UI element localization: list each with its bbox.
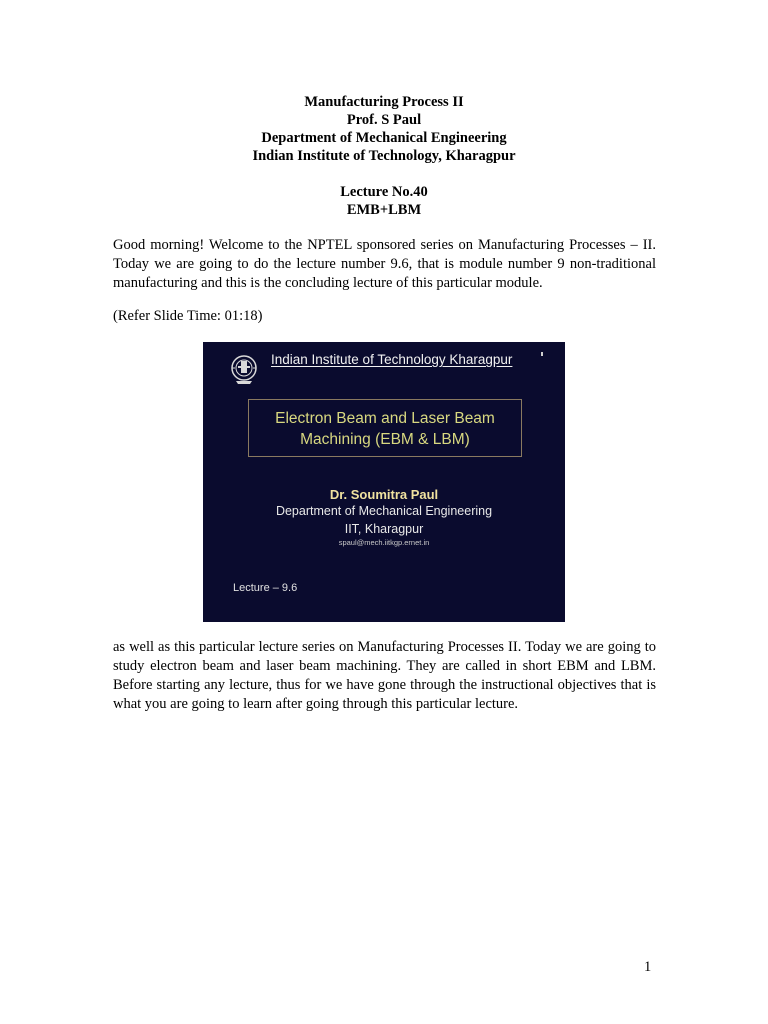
department-name: Department of Mechanical Engineering: [261, 130, 507, 146]
slide-title-box: [248, 399, 522, 457]
professor-name: Prof. S Paul: [346, 112, 422, 128]
slide-lecture-label: Lecture – 9.6: [233, 582, 298, 594]
document-header: [0, 93, 768, 165]
slide-title-line2: Machining (EBM & LBM): [300, 431, 470, 448]
slide-time-reference: (Refer Slide Time: 01:18): [113, 308, 263, 324]
lecture-slide-image: [203, 342, 565, 622]
slide-author: Dr. Soumitra Paul: [329, 487, 439, 502]
course-title: Manufacturing Process II: [304, 94, 464, 110]
institute-name: Indian Institute of Technology, Kharagpur: [252, 148, 516, 164]
page-number: 1: [644, 959, 652, 975]
continuation-paragraph: as well as this particular lecture series on Manufacturing Processes II. Today we are going to study electron beam and laser beam machining. They are called in short EBM and LBM. Before starting any lecture, thus for we have gone through the instructional objectives that is what you are going to learn after going through this particular lecture.: [113, 639, 656, 712]
lecture-heading: [0, 183, 768, 219]
slide-marker: [541, 352, 543, 356]
slide-department: Department of Mechanical Engineering: [275, 504, 493, 518]
iit-kharagpur-logo-icon: [229, 352, 259, 386]
slide-institute-short: IIT, Kharagpur: [344, 522, 424, 536]
slide-institute-heading: Indian Institute of Technology Kharagpur: [271, 352, 513, 367]
slide-email: spaul@mech.iitkgp.ernet.in: [338, 538, 430, 547]
lecture-number: Lecture No.40: [340, 184, 428, 200]
lecture-topic: EMB+LBM: [346, 202, 422, 218]
intro-paragraph: Good morning! Welcome to the NPTEL sponsored series on Manufacturing Processes – II. Today we are going to do the lecture number 9.6, that is module number 9 non-traditional manufacturing and this is the concluding lecture of this particular module.: [113, 237, 656, 291]
slide-title-line1: Electron Beam and Laser Beam: [275, 410, 495, 427]
